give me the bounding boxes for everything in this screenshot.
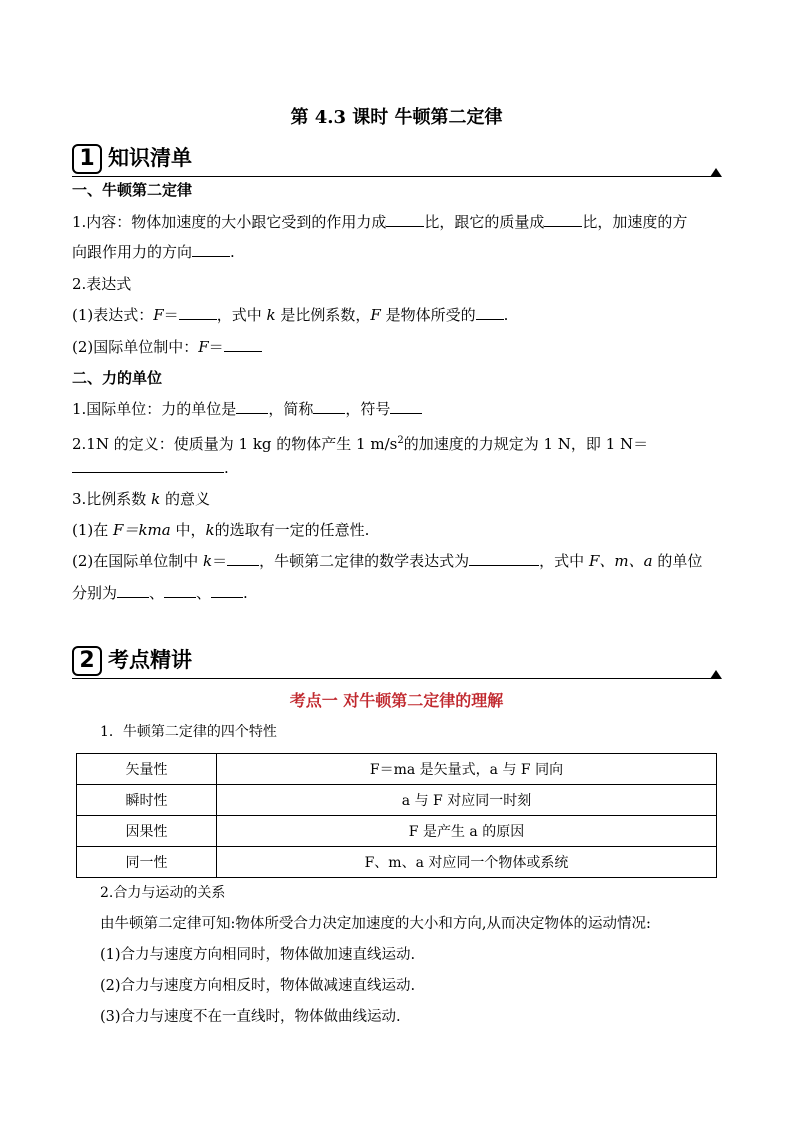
triangle-icon xyxy=(710,670,722,679)
fill-blank xyxy=(211,583,243,598)
heading-force-unit: 二、力的单位 xyxy=(72,369,163,387)
text-line: 3.比例系数 k 的意义 xyxy=(72,490,210,508)
section-header-knowledge xyxy=(72,143,722,177)
fill-blank xyxy=(390,399,422,414)
fill-blank xyxy=(179,305,217,320)
section-label: 考点精讲 xyxy=(108,648,192,672)
text-line: (1)表达式：F＝ ，式中 k 是比例系数，F 是物体所受的 . xyxy=(72,306,509,324)
fill-blank xyxy=(224,337,262,352)
text-line: (1)在 F＝kma 中，k的选取有一定的任意性. xyxy=(72,521,370,539)
table-cell-value: a 与 F 对应同一时刻 xyxy=(217,785,717,816)
text-line: (2)合力与速度方向相反时，物体做减速直线运动. xyxy=(100,978,416,994)
fill-blank xyxy=(164,583,196,598)
table-row xyxy=(77,847,717,878)
table-row xyxy=(77,754,717,785)
text-line: . xyxy=(72,458,722,478)
fill-blank xyxy=(227,551,259,566)
text-line: 2.1N 的定义：使质量为 1 kg 的物体产生 1 $m/s^2$的加速度的力规定为 1 N，即 1 N＝ xyxy=(72,435,649,453)
section-number-badge: 2 xyxy=(72,646,102,676)
section-rule xyxy=(72,176,716,177)
fill-blank xyxy=(192,242,230,257)
section-label: 知识清单 xyxy=(108,146,192,170)
text-line: (3)合力与速度不在一直线时，物体做曲线运动. xyxy=(100,1009,401,1025)
key-point-title: 考点一 对牛顿第二定律的理解 xyxy=(289,691,504,710)
heading-newton-second-law: 一、牛顿第二定律 xyxy=(72,181,193,199)
text-line: (2)国际单位制中：F＝ xyxy=(72,337,722,357)
table-cell-key: 矢量性 xyxy=(77,754,217,785)
table-row xyxy=(77,816,717,847)
fill-blank xyxy=(544,212,582,227)
table-row xyxy=(77,785,717,816)
text-line: 2.表达式 xyxy=(72,275,132,293)
table-cell-key: 瞬时性 xyxy=(77,785,217,816)
fill-blank xyxy=(72,458,224,473)
fill-blank xyxy=(386,212,424,227)
properties-table xyxy=(76,753,717,878)
text-line: 向跟作用力的方向 . xyxy=(72,243,235,261)
table-cell-value: F 是产生 a 的原因 xyxy=(217,816,717,847)
table-cell-value: F、m、a 对应同一个物体或系统 xyxy=(217,847,717,878)
section-number-badge: 1 xyxy=(72,144,102,174)
text-line: 由牛顿第二定律可知:物体所受合力决定加速度的大小和方向,从而决定物体的运动情况: xyxy=(100,916,651,932)
section-header-key-points xyxy=(72,645,722,679)
section-rule xyxy=(72,678,716,679)
triangle-icon xyxy=(710,168,722,177)
fill-blank xyxy=(313,399,345,414)
text-line: 分别为 、 、 . xyxy=(72,584,248,602)
table-cell-key: 因果性 xyxy=(77,816,217,847)
fill-blank xyxy=(476,305,504,320)
text-line: 1.内容：物体加速度的大小跟它受到的作用力成 比，跟它的质量成 比，加速度的方 xyxy=(72,213,688,231)
fill-blank xyxy=(469,551,539,566)
subheading: 1．牛顿第二定律的四个特性 xyxy=(100,724,277,740)
table-cell-value: F＝ma 是矢量式，a 与 F 同向 xyxy=(217,754,717,785)
page-title: 第 4.3 课时 牛顿第二定律 xyxy=(290,107,503,128)
subheading: 2.合力与运动的关系 xyxy=(100,885,226,901)
fill-blank xyxy=(236,399,268,414)
text-line: (1)合力与速度方向相同时，物体做加速直线运动. xyxy=(100,947,416,963)
table-cell-key: 同一性 xyxy=(77,847,217,878)
text-line: 1.国际单位：力的单位是 ，简称 ，符号 xyxy=(72,399,722,419)
fill-blank xyxy=(117,583,149,598)
text-line: (2)在国际单位制中 k＝ ，牛顿第二定律的数学表达式为 ，式中 F、m、a 的单位 xyxy=(72,552,703,570)
